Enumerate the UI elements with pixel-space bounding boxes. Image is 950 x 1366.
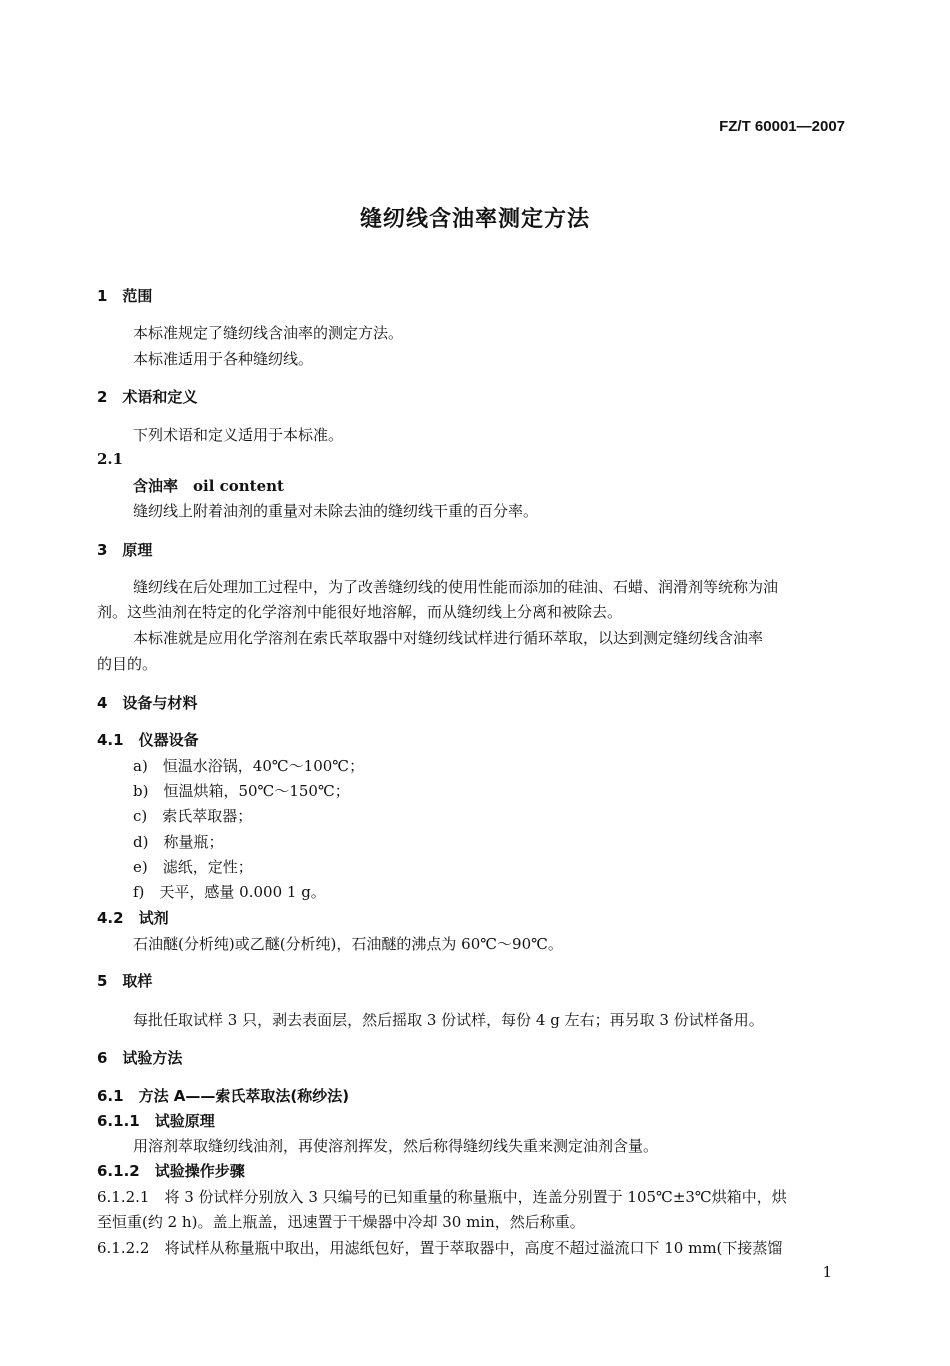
- section-1-paragraph: 本标准适用于各种缝纫线。: [133, 350, 314, 368]
- page-number: 1: [822, 1263, 832, 1281]
- section-3-paragraph: 缝纫线在后处理加工过程中，为了改善缝纫线的使用性能而添加的硅油、石蜡、润滑剂等统称为油: [133, 578, 779, 596]
- section-1-paragraph: 本标准规定了缝纫线含油率的测定方法。: [133, 324, 404, 342]
- list-item: b) 恒温烘箱，50℃～150℃；: [133, 782, 350, 800]
- subsection-heading: 4.1 仪器设备: [97, 731, 199, 749]
- section-3-paragraph: 剂。这些油剂在特定的化学溶剂中能很好地溶解，而从缝纫线上分离和被除去。: [97, 603, 623, 621]
- list-item: f) 天平，感量 0.000 1 g。: [133, 883, 326, 901]
- procedure-step: 至恒重(约 2 h)。盖上瓶盖，迅速置于干燥器中冷却 30 min，然后称重。: [97, 1213, 585, 1231]
- subsection-heading: 6.1.2 试验操作步骤: [97, 1162, 245, 1180]
- reagent-text: 石油醚(分析纯)或乙醚(分析纯)，石油醚的沸点为 60℃～90℃。: [133, 935, 563, 953]
- subsection-heading: 4.2 试剂: [97, 909, 169, 927]
- standard-number: FZ/T 60001—2007: [719, 118, 845, 135]
- section-5-heading: 5 取样: [97, 972, 153, 990]
- section-3-paragraph: 本标准就是应用化学溶剂在索氏萃取器中对缝纫线试样进行循环萃取，以达到测定缝纫线含油率: [133, 629, 764, 647]
- section-3-heading: 3 原理: [97, 541, 153, 559]
- procedure-step: 6.1.2.1 将 3 份试样分别放入 3 只编号的已知重量的称量瓶中，连盖分别置于 105℃±3℃烘箱中，烘: [97, 1188, 787, 1206]
- section-5-paragraph: 每批任取试样 3 只，剥去表面层，然后摇取 3 份试样，每份 4 g 左右；再另取 3 份试样备用。: [133, 1011, 764, 1029]
- subsection-heading: 6.1.1 试验原理: [97, 1112, 215, 1130]
- page-title: 缝纫线含油率测定方法: [359, 207, 590, 232]
- section-6-heading: 6 试验方法: [97, 1049, 183, 1067]
- list-item: c) 索氏萃取器；: [133, 807, 253, 825]
- section-4-heading: 4 设备与材料: [97, 694, 198, 712]
- section-2-paragraph: 下列术语和定义适用于本标准。: [133, 426, 344, 444]
- section-2-heading: 2 术语和定义: [97, 388, 198, 406]
- subsection-heading: 6.1 方法 A——索氏萃取法(称纱法): [97, 1087, 350, 1105]
- clause-number: 2.1: [97, 450, 124, 468]
- list-item: e) 滤纸，定性；: [133, 858, 253, 876]
- section-3-paragraph: 的目的。: [97, 655, 158, 673]
- procedure-step: 6.1.2.2 将试样从称量瓶中取出，用滤纸包好，置于萃取器中，高度不超过溢流口下 10 mm(下接蒸馏: [97, 1239, 783, 1257]
- section-6-paragraph: 用溶剂萃取缝纫线油剂，再使溶剂挥发，然后称得缝纫线失重来测定油剂含量。: [133, 1137, 659, 1155]
- term-entry: 含油率 oil content: [133, 477, 284, 495]
- list-item: a) 恒温水浴锅，40℃～100℃；: [133, 757, 365, 775]
- list-item: d) 称量瓶；: [133, 833, 224, 851]
- section-1-heading: 1 范围: [97, 287, 153, 305]
- term-definition: 缝纫线上附着油剂的重量对未除去油的缝纫线干重的百分率。: [133, 502, 539, 520]
